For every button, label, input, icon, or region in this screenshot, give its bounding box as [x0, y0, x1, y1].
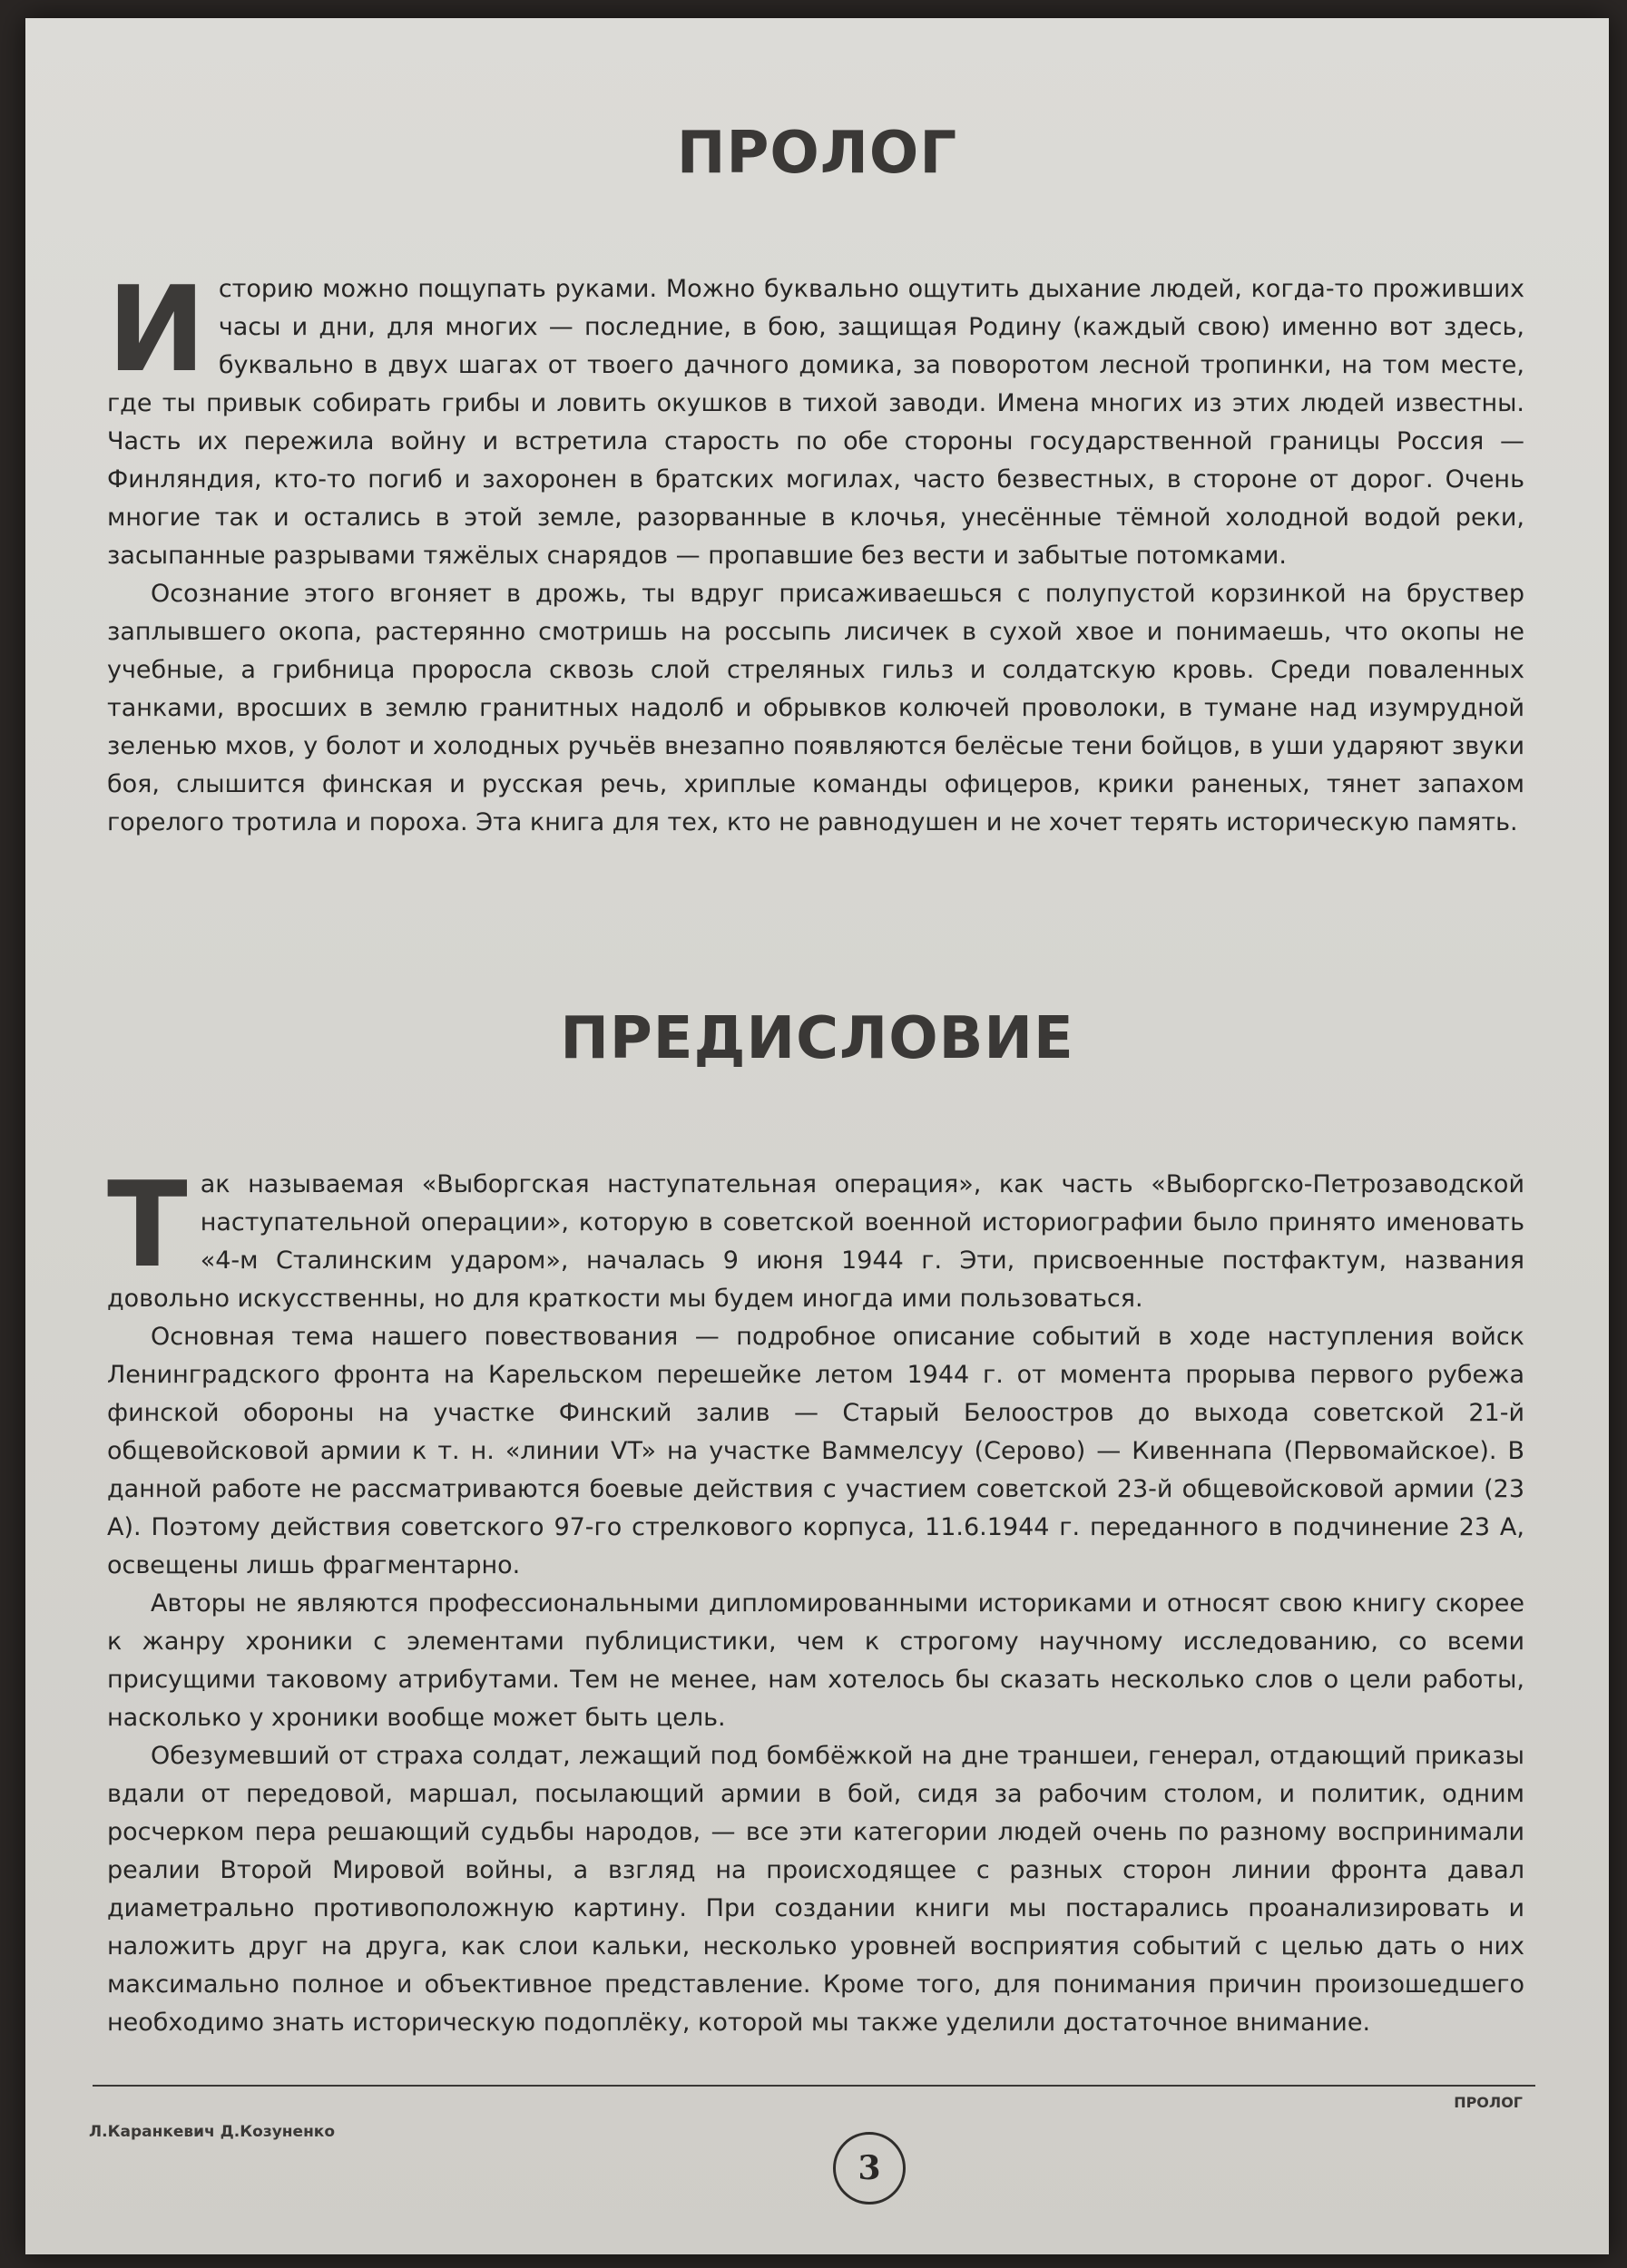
- prolog-paragraph: Осознание этого вгоняет в дрожь, ты вдруг присаживаешься с полупустой корзинкой на бруствер заплывшего окопа, растерянно смотришь на россыпь лисичек в сухой хвое и понимаешь, что окопы не учебные, а грибница проросла сквозь слой стреляных гильз и солдатскую кровь. Среди поваленных танками, вросших в землю гранитных надолб и обрывков колючей проволоки, в тумане над изумрудной зеленью мхов, у болот и холодных ручьёв внезапно появляются белёсые тени бойцов, в уши ударяют звуки боя, слышится финская и русская речь, хриплые команды офицеров, крики раненых, тянет запахом горелого тротила и пороха. Эта книга для тех, кто не равнодушен и не хочет терять историческую память.: [107, 580, 1524, 836]
- preface-paragraph: [107, 1156, 1524, 1318]
- authors-line: Л.Каранкевич Д.Козуненко: [89, 2123, 336, 2141]
- book-page: [25, 18, 1609, 2254]
- preface-paragraph: Обезумевший от страха солдат, лежащий под бомбёжкой на дне траншеи, генерал, отдающий приказы вдали от передовой, маршал, посылающий армии в бой, сидя за рабочим столом, и политик, одним росчерком пера решающий судьбы народов, — все эти категории людей очень по разному воспринимали реалии Второй Мировой войны, а взгляд на происходящее с разных сторон линии фронта давал диаметрально противоположную картину. При создании книги мы постарались проанализировать и наложить друг на друга, как слои кальки, несколько уровней восприятия событий с целью дать о них максимально полное и объективное представление. Кроме того, для понимания причин произошедшего необходимо знать историческую подоплёку, которой мы также уделили достаточное внимание.: [107, 1742, 1524, 2037]
- page-number: 3: [833, 2132, 906, 2204]
- preface-text: [107, 1156, 1524, 2042]
- preface-heading: ПРЕДИСЛОВИЕ: [560, 1005, 1074, 1072]
- preface-paragraph: Основная тема нашего повествования — подробное описание событий в ходе наступления войск Ленинградского фронта на Карельском перешейке летом 1944 г. от момента прорыва первого рубежа финской обороны на участке Финский залив — Старый Белоостров до выхода советской 21-й общевойсковой армии к т. н. «линии VT» на участке Ваммелсуу (Серово) — Кивеннапа (Первомайское). В данной работе не рассматриваются боевые действия с участием советской 23-й общевойсковой армии (23 А). Поэтому действия советского 97-го стрелкового корпуса, 11.6.1944 г. переданного в подчинение 23 А, освещены лишь фрагментарно.: [107, 1323, 1524, 1579]
- footer-divider: [93, 2085, 1535, 2087]
- prolog-dropcap: И: [107, 260, 206, 398]
- prolog-paragraph-text: сторию можно пощупать руками. Можно буквально ощутить дыхание людей, когда-то проживших часы и дни, для многих — последние, в бою, защищая Родину (каждый свою) именно вот здесь, буквально в двух шагах от твоего дачного домика, за поворотом лесной тропинки, на том месте, где ты привык собирать грибы и ловить окушков в тихой заводи. Имена многих из этих людей известны. Часть их пережила войну и встретила старость по обе стороны государственной границы Россия — Финляндия, кто-то погиб и захоронен в братских могилах, часто безвестных, в стороне от дорог. Очень многие так и остались в этой земле, разорванные в клочья, унесённые тёмной холодной водой реки, засыпанные разрывами тяжёлых снарядов — пропавшие без вести и забытые потомками.: [107, 275, 1524, 570]
- prolog-paragraph: [107, 260, 1524, 575]
- prolog-text: [107, 260, 1524, 842]
- preface-paragraph-text: ак называемая «Выборгская наступательная операция», как часть «Выборгско-Петрозаводской наступательной операции», которую в советской военной историографии было принято именовать «4-м Сталинским ударом», началась 9 июня 1944 г. Эти, присвоенные постфактум, названия довольно искусственны, но для краткости мы будем иногда ими пользоваться.: [107, 1170, 1524, 1313]
- preface-dropcap: Т: [107, 1156, 188, 1294]
- prolog-heading: ПРОЛОГ: [676, 120, 958, 187]
- running-title: ПРОЛОГ: [1454, 2094, 1523, 2111]
- preface-paragraph: Авторы не являются профессиональными дипломированными историками и относят свою книгу скорее к жанру хроники с элементами публицистики, чем к строгому научному исследованию, со всеми присущими таковому атрибутами. Тем не менее, нам хотелось бы сказать несколько слов о цели работы, насколько у хроники вообще может быть цель.: [107, 1589, 1524, 1732]
